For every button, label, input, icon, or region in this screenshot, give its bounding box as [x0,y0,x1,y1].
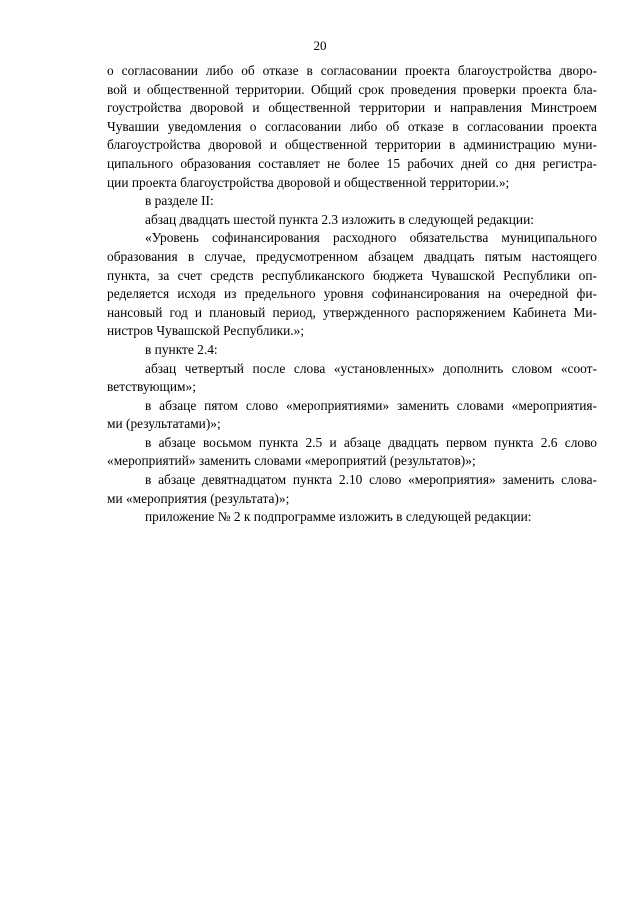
paragraph [107,341,597,360]
page-number: 20 [313,38,327,53]
text-line: ветствующим»; [107,379,196,395]
text-line: пункта, за счет средств республиканского бюджета Чувашской Республики оп- [107,267,597,283]
text-line: Чувашии уведомления о согласовании либо об отказе в согласовании проекта [107,118,597,134]
paragraph [107,397,597,434]
text-line: вой и общественной территории. Общий срок проведения проверки проекта бла- [107,81,597,97]
text-line: в абзаце девятнадцатом пункта 2.10 слово «мероприятия» заменить слова- [145,472,597,488]
text-line: «Уровень софинансирования расходного обязательства муниципального [145,230,597,246]
paragraph [107,229,597,341]
text-line: ределяется исходя из предельного уровня софинансирования на очередной фи- [107,286,597,302]
text-line: абзац четвертый после слова «установленных» дополнить словом «соот- [145,360,597,376]
text-line: гоустройства дворовой и общественной территории и направления Минстроем [107,100,597,116]
text-line: нансовый год и плановый период, утвержденного распоряжением Кабинета Ми- [107,304,597,320]
text-line: ми (результатами)»; [107,416,221,432]
text-line: о согласовании либо об отказе в согласовании проекта благоустройства дворо- [107,63,597,78]
paragraph [107,360,597,397]
paragraph [107,434,597,471]
text-line: в разделе II: [145,193,214,209]
paragraph [107,192,597,211]
paragraph [107,508,597,527]
text-line: в пункте 2.4: [145,341,218,357]
text-line: ми «мероприятия (результата)»; [107,490,290,506]
paragraph [107,211,597,230]
document-body [107,62,597,527]
text-line: образования в случае, предусмотренном абзацем двадцать пятым настоящего [107,248,597,264]
text-line: нистров Чувашской Республики.»; [107,323,305,339]
text-line: в абзаце пятом слово «мероприятиями» заменить словами «мероприятия- [145,397,597,413]
text-line: приложение № 2 к подпрограмме изложить в следующей редакции: [145,509,532,525]
text-line: «мероприятий» заменить словами «мероприятий (результатов)»; [107,453,476,469]
paragraph [107,471,597,508]
text-line: в абзаце восьмом пункта 2.5 и абзаце двадцать первом пункта 2.6 слово [145,434,597,450]
text-line: абзац двадцать шестой пункта 2.3 изложить в следующей редакции: [145,211,534,227]
paragraph [107,62,597,192]
text-line: благоустройства дворовой и общественной территории в администрацию муни- [107,137,597,153]
text-line: ципального образования составляет не более 15 рабочих дней со дня регистра- [107,155,597,171]
text-line: ции проекта благоустройства дворовой и общественной территории.»; [107,174,510,190]
